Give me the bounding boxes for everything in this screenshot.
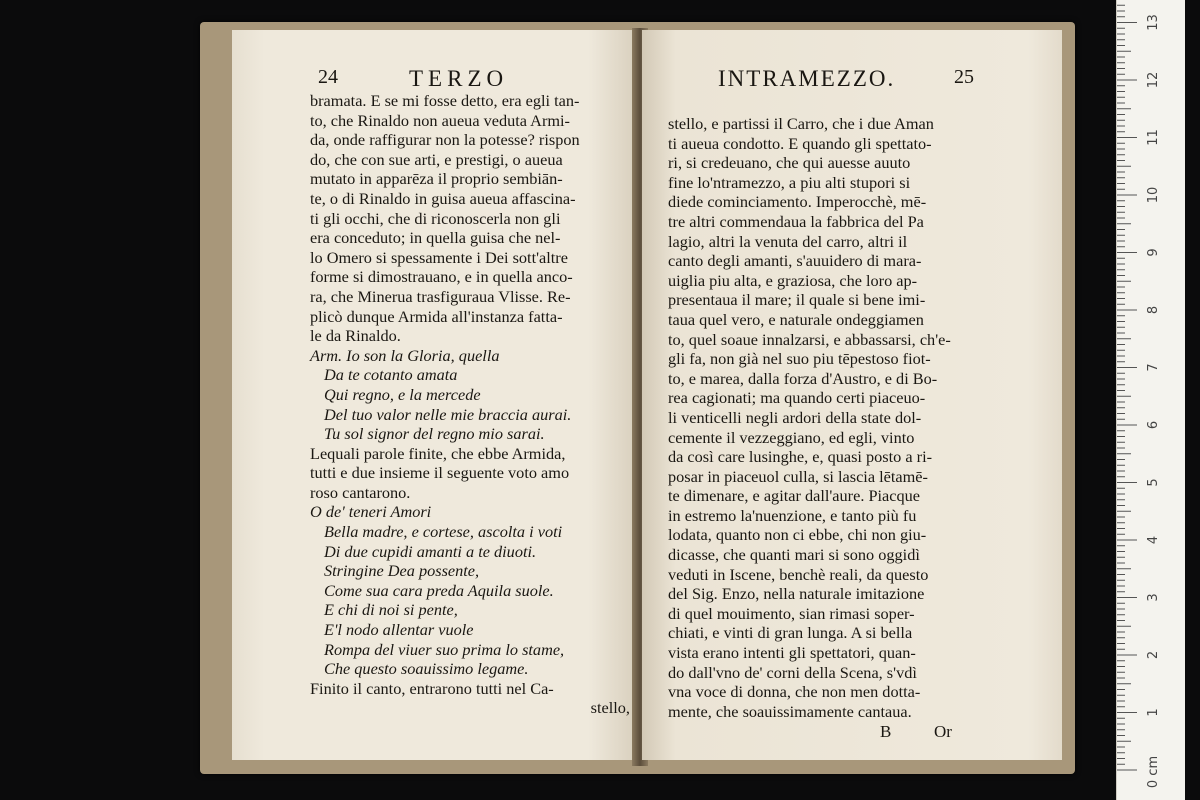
text-line: Arm. Io son la Gloria, quella (310, 345, 500, 365)
text-line: te, o di Rinaldo in guisa aueua affascina- (310, 188, 576, 208)
right-page-header (642, 66, 1062, 94)
text-line: E chi di noi si pente, (324, 600, 458, 620)
ruler-number: 8 (1146, 305, 1161, 315)
text-line: plicò dunque Armida all'instanza fatta- (310, 306, 563, 326)
text-line: Stringine Dea possente, (324, 561, 480, 581)
ruler-number: 11 (1146, 129, 1161, 146)
ruler-number: 10 (1146, 186, 1161, 204)
text-line: dicasse, che quanti mari si sono oggidì (668, 545, 920, 565)
ruler-number: 3 (1146, 593, 1161, 602)
text-line: presentaua il mare; il quale si bene imi- (668, 290, 926, 310)
ruler-number: 7 (1146, 363, 1161, 372)
ruler-number: 2 (1146, 650, 1161, 660)
text-line: forme si dimostrauano, e in quella anco- (310, 267, 573, 287)
ruler-number: 9 (1146, 248, 1161, 257)
text-line: diede cominciamento. Imperocchè, mē- (668, 192, 927, 212)
text-line: vna voce di donna, che non men dotta- (668, 682, 921, 702)
text-line: di quel mouimento, sian rimasi soper- (668, 603, 915, 623)
text-line: stello, (590, 698, 630, 718)
text-line: do, che con sue arti, e prestigi, o aueua (310, 149, 563, 169)
text-line: mutato in apparēza il proprio sembiān- (310, 169, 563, 189)
running-title: INTRAMEZZO. (718, 66, 896, 91)
text-line: canto degli amanti, s'auuidero di mara- (668, 251, 922, 271)
text-line: Di due cupidi amanti a te diuoti. (324, 541, 537, 561)
ruler-scale (1117, 0, 1185, 800)
text-line: lagio, altri la venuta del carro, altri il (668, 231, 908, 251)
text-line: ti aueua condotto. E quando gli spettato- (668, 133, 932, 153)
text-line: Bella madre, e cortese, ascolta i voti (324, 522, 563, 542)
text-line: veduti in Iscene, benchè reali, da questo (668, 564, 929, 584)
text-line: mente, che soauissimamente cantaua. (668, 701, 912, 721)
text-line: Da te cotanto amata (324, 365, 458, 385)
text-line: da così care lusinghe, e, quasi posto a ri- (668, 447, 933, 467)
text-line: Come sua cara preda Aquila suole. (324, 580, 554, 600)
text-line: era conceduto; in quella guisa che nel- (310, 228, 561, 248)
right-page-text (668, 114, 986, 721)
text-line: Che questo soauissimo legame. (324, 659, 529, 679)
text-line: del Sig. Enzo, nella naturale imitazione (668, 584, 925, 604)
running-title: TERZO (409, 66, 509, 91)
measurement-ruler (1116, 0, 1185, 800)
text-line: li venticelli negli ardori della state dol- (668, 407, 922, 427)
text-line: le da Rinaldo. (310, 326, 401, 346)
left-page-text (310, 91, 630, 718)
text-line: E'l nodo allentar vuole (324, 620, 474, 640)
ruler-number: 1 (1146, 708, 1161, 717)
text-line: to, quel soaue innalzarsi, e abbassarsi, ch'e- (668, 329, 951, 349)
page-number: 25 (954, 66, 974, 88)
left-page-header (232, 66, 637, 94)
text-line: roso cantarono. (310, 482, 411, 502)
left-page (232, 30, 637, 760)
text-line: Lequali parole finite, che ebbe Armida, (310, 443, 566, 463)
text-line: bramata. E se mi fosse detto, era egli tan- (310, 91, 580, 110)
text-line: ti gli occhi, che di riconoscerla non gli (310, 208, 561, 228)
text-line: uiglia piu alta, e graziosa, che loro ap- (668, 270, 918, 290)
text-line: te dimenare, e agitar dall'aure. Piacque (668, 486, 921, 506)
text-line: tutti e due insieme il seguente voto amo (310, 463, 570, 483)
ruler-number: 12 (1146, 71, 1161, 89)
text-line: da, onde raffigurar non la potesse? rispon (310, 130, 580, 150)
text-line: Qui regno, e la mercede (324, 384, 481, 404)
text-line: ra, che Minerua trasfiguraua Vlisse. Re- (310, 286, 571, 306)
catchword: Or (934, 722, 952, 741)
text-line: taua quel vero, e naturale ondeggiamen (668, 309, 924, 329)
text-line: O de' teneri Amori (310, 502, 432, 522)
right-page (642, 30, 1062, 760)
text-line: stello, e partissi il Carro, che i due Aman (668, 114, 934, 133)
text-line: posar in piaceuol culla, si lascia lētamē- (668, 466, 928, 486)
text-line: gli fa, non già nel suo piu tēpestoso fiot- (668, 349, 931, 369)
text-line: fine lo'ntramezzo, a piu alti stupori si (668, 172, 911, 192)
text-line: Rompa del viuer suo prima lo stame, (324, 639, 565, 659)
ruler-number: 5 (1146, 478, 1161, 487)
text-line: chiati, e vinti di gran lunga. A si bella (668, 623, 913, 643)
text-line: lodata, quanto non ci ebbe, chi non giu- (668, 525, 927, 545)
text-line: Finito il canto, entrarono tutti nel Ca- (310, 678, 554, 698)
signature-mark: B (880, 722, 892, 741)
ruler-number: 13 (1146, 14, 1161, 31)
text-line: Tu sol signor del regno mio sarai. (324, 424, 545, 444)
text-line: tre altri commendaua la fabbrica del Pa (668, 211, 924, 231)
page-number: 24 (318, 66, 338, 88)
text-line: Del tuo valor nelle mie braccia aurai. (324, 404, 572, 424)
text-line: in estremo la'nuenzione, e tanto più fu (668, 505, 917, 525)
ruler-number: 4 (1146, 535, 1161, 545)
ruler-number: 6 (1146, 420, 1161, 430)
ruler-unit-label: 0 cm (1146, 755, 1161, 789)
text-line: lo Omero si spessamente i Dei sott'altre (310, 247, 568, 267)
text-line: to, e marea, dalla forza d'Austro, e di Bo- (668, 368, 938, 388)
text-line: do dall'vno de' corni della Scena, s'vdì (668, 662, 917, 682)
text-line: to, che Rinaldo non aueua veduta Armi- (310, 110, 570, 130)
text-line: rea cagionati; ma quando certi piaceuo- (668, 388, 926, 408)
text-line: ri, si credeuano, che qui auesse auuto (668, 153, 911, 173)
text-line: vista erano intenti gli spettatori, quan- (668, 643, 916, 663)
text-line: cemente il vezzeggiano, ed egli, vinto (668, 427, 915, 447)
